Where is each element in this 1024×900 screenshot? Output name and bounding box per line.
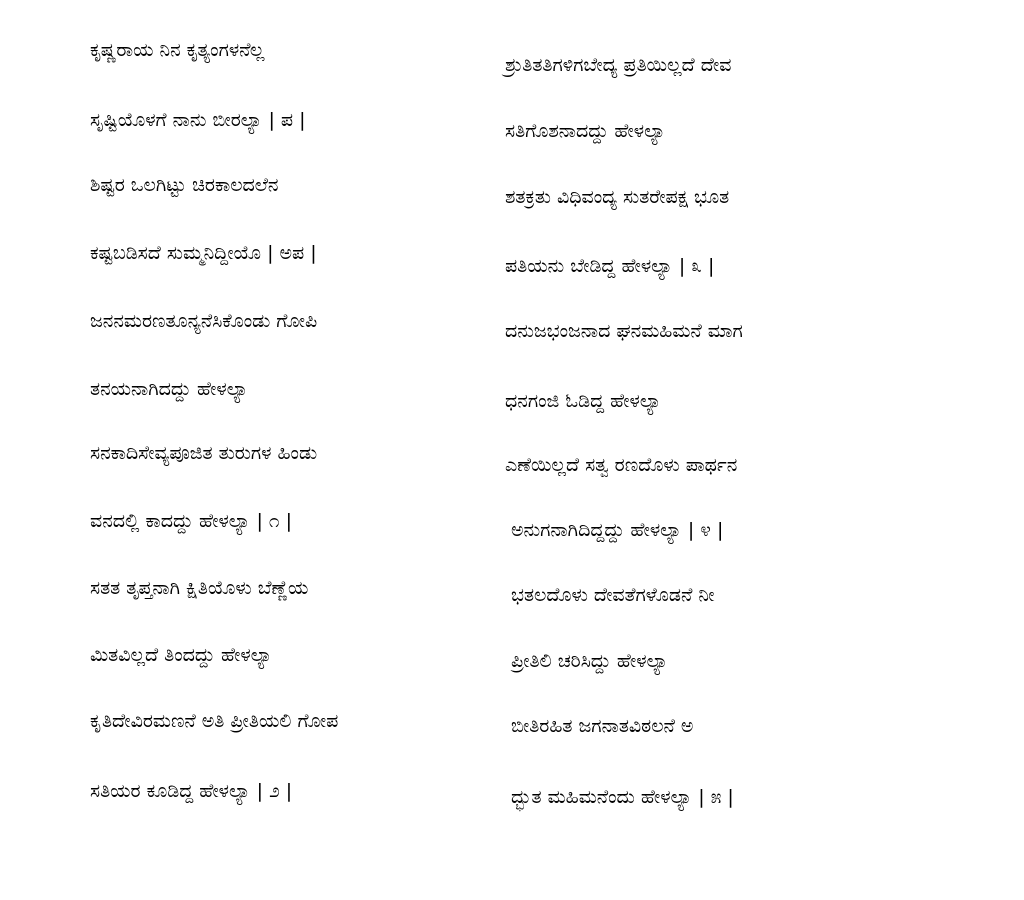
verse-line: ಕೃಷ್ಣರಾಯ ನಿನ ಕೃತ್ಯಂಗಳನೆಲ್ಲ [90,39,265,61]
verse-line: ಕಷ್ಟಬಡಿಸದೆ ಸುಮ್ಮನಿದ್ದೀಯೊ | ಅಪ | [90,242,317,264]
verse-line: ಬೀತಿರಹಿತ ಜಗನಾತವಿಠಲನೆ ಅ [511,715,694,737]
verse-line: ಶ್ರುತಿತತಿಗಳಿಗಬೇದ್ಯ ಪ್ರತಿಯಿಲ್ಲದೆ ದೇವ [505,54,732,76]
verse-line: ಮಿತವಿಲ್ಲದೆ ತಿಂದದ್ದು ಹೇಳಲ್ಯಾ [90,644,273,666]
verse-line: ಸತಿಯರ ಕೂಡಿದ್ದ ಹೇಳಲ್ಯಾ | ೨ | [90,780,293,802]
verse-line: ಎಣೆಯಿಲ್ಲದೆ ಸತ್ವ ರಣದೊಳು ಪಾರ್ಥನ [505,454,738,476]
verse-line: ಭತಲದೊಳು ದೇವತೆಗಳೊಡನೆ ನೀ [511,584,715,606]
verse-line: ಸತತ ತೃಪ್ತನಾಗಿ ಕ್ಷಿತಿಯೊಳು ಬೆಣ್ಣೆಯ [90,577,309,599]
verse-line: ವನದಲ್ಲಿ ಕಾದದ್ದು ಹೇಳಲ್ಯಾ | ೧ | [90,510,292,532]
verse-line: ಶಿಷ್ಟರ ಒಲಗಿಟ್ಟು ಚಿರಕಾಲದಲೆನ [90,174,279,196]
verse-line: ತನಯನಾಗಿದದ್ದು ಹೇಳಲ್ಯಾ [90,378,249,400]
verse-line: ಸತಿಗೊಶನಾದದ್ದು ಹೇಳಲ್ಯಾ [505,120,666,142]
verse-line: ಅನುಗನಾಗಿದಿದ್ದದ್ದು ಹೇಳಲ್ಯಾ | ೪ | [511,519,724,541]
verse-line: ಸೃಷ್ಟಿಯೊಳಗೆ ನಾನು ಬೀರಲ್ಯಾ | ಪ | [90,109,306,131]
verse-line: ಶತಕ್ರತು ವಿಧಿವಂದ್ಯ ಸುತರೇಪಕ್ಷ ಭೂತ [505,186,730,208]
verse-line: ಜನನಮರಣತೂನ್ಯನೆಸಿಕೊಂಡು ಗೋಪಿ [90,310,318,332]
verse-line: ದನುಜಭಂಜನಾದ ಘನಮಹಿಮನೆ ಮಾಗ [505,320,743,342]
verse-line: ದ್ಭುತ ಮಹಿಮನೆಂದು ಹೇಳಲ್ಯಾ | ೫ | [511,786,734,808]
verse-line: ಪತಿಯನು ಬೇಡಿದ್ದ ಹೇಳಲ್ಯಾ | ೩ | [505,255,715,277]
verse-line: ಸನಕಾದಿಸೇವ್ಯಪೂಜಿತ ತುರುಗಳ ಹಿಂಡು [90,442,318,464]
verse-line: ಧನಗಂಜಿ ಓಡಿದ್ದ ಹೇಳಲ್ಯಾ [505,390,662,412]
verse-line: ಪ್ರೀತಿಲಿ ಚರಿಸಿದ್ದು ಹೇಳಲ್ಯಾ [511,650,669,672]
verse-line: ಕೃತಿದೇವಿರಮಣನೆ ಅತಿ ಪ್ರೀತಿಯಲಿ ಗೋಪ [90,710,339,732]
